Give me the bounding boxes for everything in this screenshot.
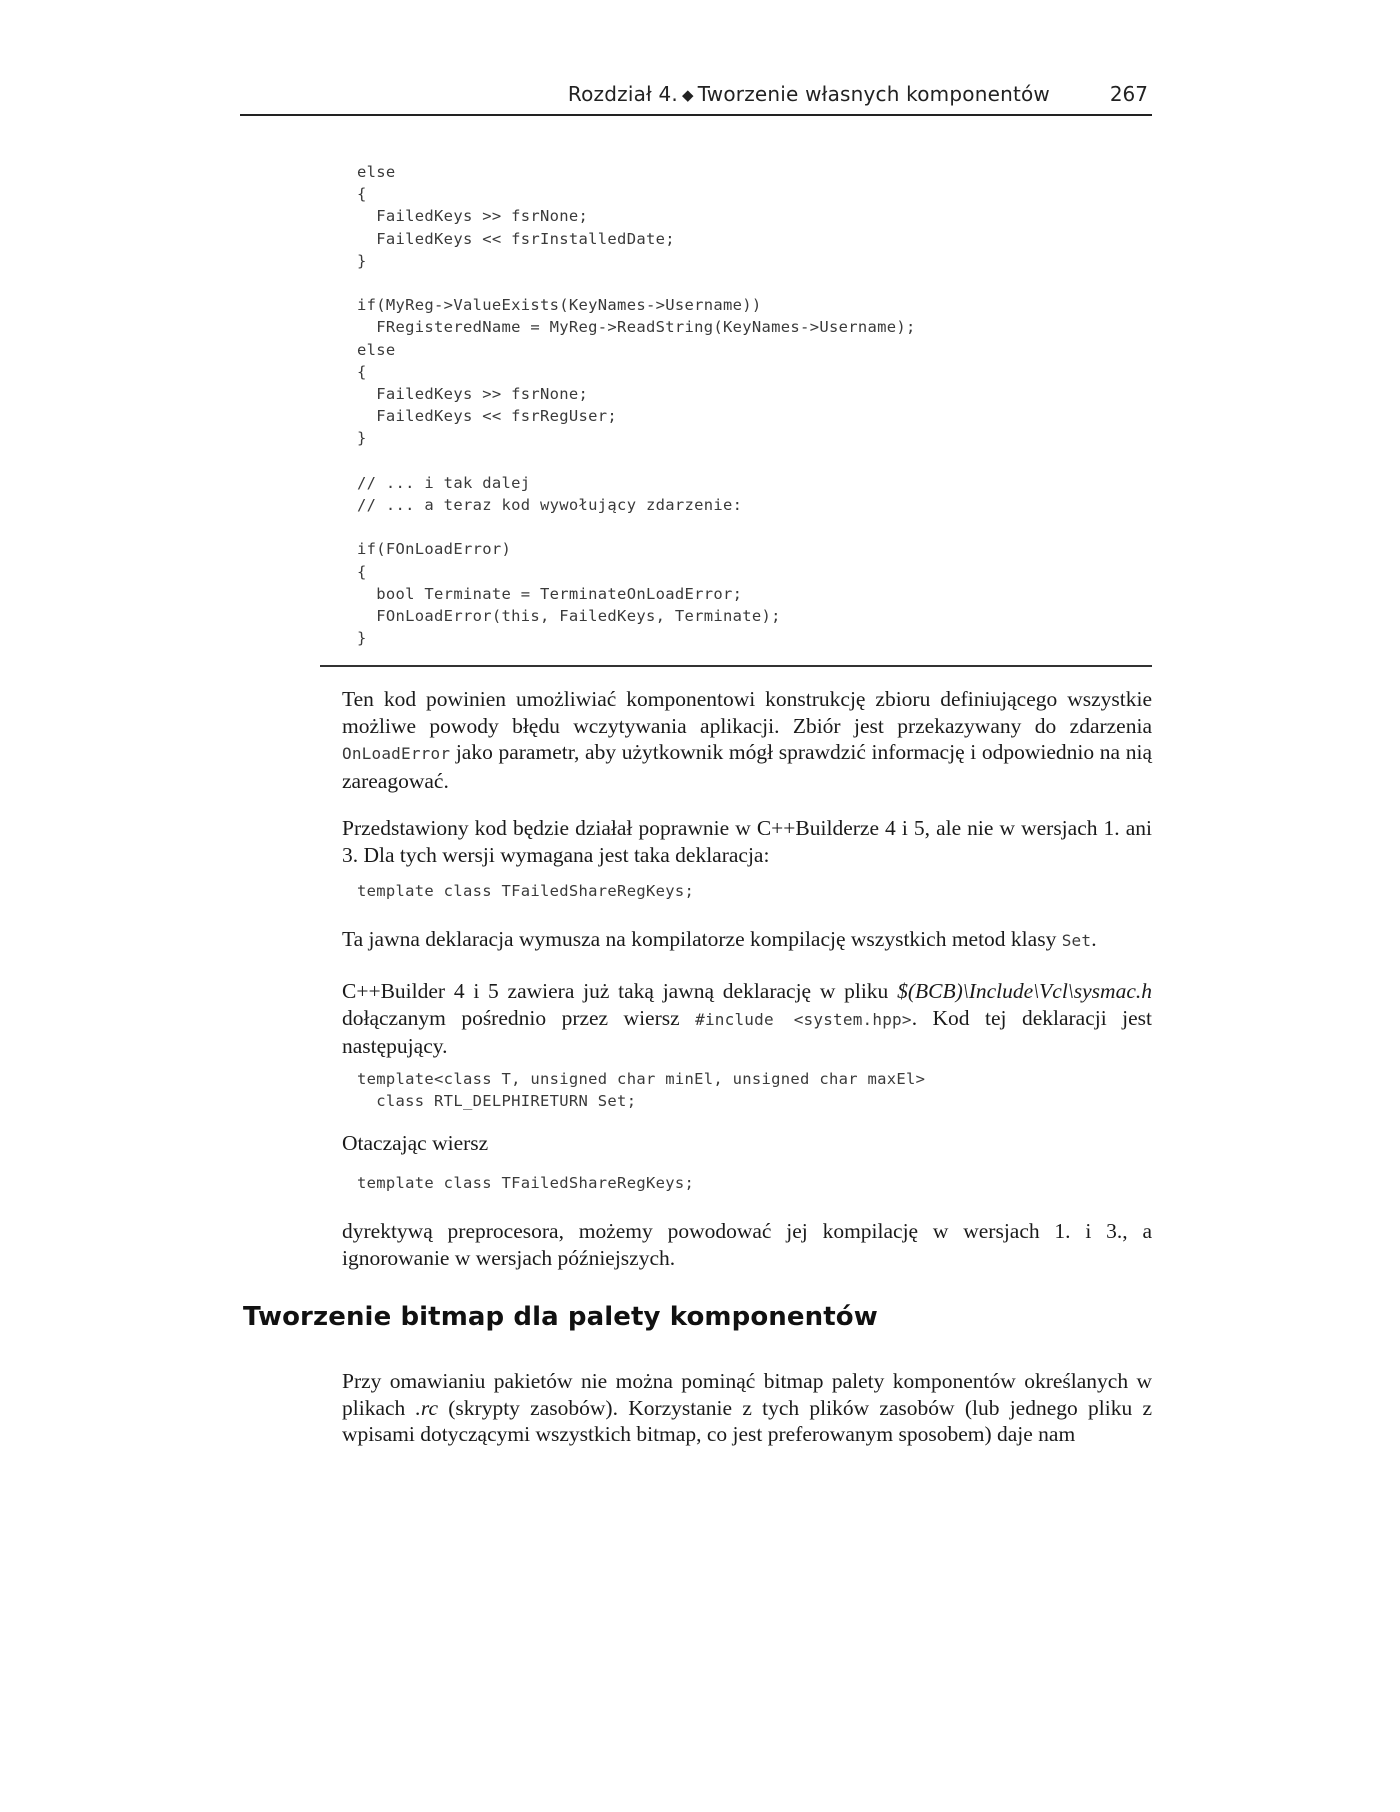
header-rule <box>240 114 1152 116</box>
file-extension: .rc <box>415 1395 439 1420</box>
paragraph-text: Przy omawianiu pakietów nie można pominąć bitmap palety komponentów określanych w plikach <box>342 1369 1152 1420</box>
paragraph-versions: Przedstawiony kod będzie działał poprawnie w C++Builderze 4 i 5, ale nie w wersjach 1. ani 3. Dla tych wersji wymagana jest taka deklaracja: <box>342 816 1152 867</box>
page-number: 267 <box>1109 82 1148 106</box>
inline-code-set: Set <box>1061 931 1092 950</box>
code-listing: else { FailedKeys >> fsrNone; FailedKeys << fsrInstalledDate; } if(MyReg->ValueExists(KeyNames->Username)) FRegisteredName = MyReg->ReadString(KeyNames->Username); else { FailedKeys >> fsrNone; FailedKeys << fsrRegUser; } // ... i tak dalej // ... a teraz kod wywołujący zdarzenie: if(FOnLoadError) { bool Terminate = TerminateOnLoadError; FOnLoadError(this, FailedKeys, Terminate); } <box>357 163 916 648</box>
paragraph-text: C++Builder 4 i 5 zawiera już taką jawną deklarację w pliku <box>342 979 898 1003</box>
inline-code-include: #include <system.hpp> <box>695 1009 912 1029</box>
code-template-set: template<class T, unsigned char minEl, unsigned char maxEl> class RTL_DELPHIRETURN Set; <box>357 1070 926 1111</box>
paragraph-text: Ten kod powinien umożliwiać komponentowi konstrukcję zbioru definiującego wszystkie możliwe powody błędu wczytywania aplikacji. Zbiór jest przekazywany do zdarzenia <box>342 687 1152 738</box>
paragraph-explicit-declaration <box>342 926 1152 955</box>
file-path: $(BCB)\Include\Vcl\sysmac.h <box>897 979 1152 1003</box>
code-declaration: template class TFailedShareRegKeys; <box>357 882 695 900</box>
chapter-heading <box>568 82 1050 106</box>
paragraph-bitmaps <box>342 1368 1152 1448</box>
paragraph-text: . Kod tej deklaracji jest następujący. <box>342 1005 1153 1058</box>
paragraph-text: jako parametr, aby użytkownik mógł sprawdzić informację i odpowiednio na nią zareagować. <box>342 740 1152 793</box>
paragraph-text: . <box>1091 927 1097 951</box>
paragraph-preprocessor: dyrektywą preprocesora, możemy powodować jej kompilację w wersjach 1. i 3., a ignorowanie w wersjach późniejszych. <box>342 1219 1152 1270</box>
diamond-separator-icon: ◆ <box>681 86 694 104</box>
paragraph-sysmac <box>342 978 1152 1060</box>
paragraph-onloaderror <box>342 686 1152 794</box>
paragraph-text: dołączanym pośrednio przez wiersz <box>342 1005 696 1030</box>
paragraph-text: Ta jawna deklaracja wymusza na kompilatorze kompilację wszystkich metod klasy <box>342 927 1062 951</box>
code-declaration: template class TFailedShareRegKeys; <box>357 1174 695 1192</box>
section-heading: Tworzenie bitmap dla palety komponentów <box>243 1302 878 1332</box>
paragraph-surrounding: Otaczając wiersz <box>342 1131 489 1155</box>
inline-code-onloaderror: OnLoadError <box>342 744 451 763</box>
code-listing-end-rule <box>320 665 1152 667</box>
chapter-title: Tworzenie własnych komponentów <box>697 82 1050 106</box>
paragraph-text: (skrypty zasobów). Korzystanie z tych plików zasobów (lub jednego pliku z wpisami dotyczącymi wszystkich bitmap, co jest preferowanym sposobem) daje nam <box>342 1395 1152 1446</box>
running-header <box>240 82 1152 112</box>
chapter-number: Rozdział 4. <box>567 82 678 106</box>
